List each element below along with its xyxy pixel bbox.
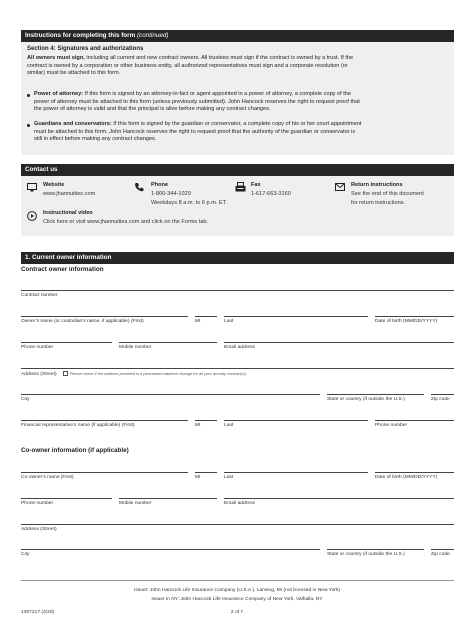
- video-link[interactable]: Click here or visit www.jhannuities.com and click on the Forms tab.: [43, 219, 209, 225]
- fax-label: Fax: [251, 182, 261, 188]
- contract-number-field[interactable]: [21, 290, 454, 291]
- fin-rep-phone-field[interactable]: [375, 420, 454, 421]
- owner-state-field[interactable]: [327, 394, 424, 395]
- fin-rep-last-label: Last: [224, 423, 234, 428]
- owner-state-label: State or country (if outside the U.S.): [327, 397, 405, 402]
- owner-address-label: Address (Street) Please check if the address provided is a permanent address change for all your annuity contract(s).: [21, 371, 248, 377]
- owner-city-label: City: [21, 397, 30, 402]
- coowner-name-label: Co-owner’s name (First): [21, 475, 74, 480]
- owner-mobile-label: Mobile number: [119, 345, 152, 350]
- owner-first-name-field[interactable]: [21, 316, 188, 317]
- phone-label: Phone: [151, 182, 169, 188]
- coowner-last-name-field[interactable]: [224, 472, 368, 473]
- owner-address-field[interactable]: [21, 368, 454, 369]
- poa-line-3: the power of attorney is valid and that the principal is alive before making any contract changes.: [34, 106, 271, 112]
- owner-phone-field[interactable]: [21, 342, 112, 343]
- owner-mi-field[interactable]: [195, 316, 217, 317]
- phone-hours: Weekdays 8 a.m. to 6 p.m. ET: [151, 199, 227, 206]
- envelope-icon: [335, 183, 345, 191]
- owner-mobile-field[interactable]: [119, 342, 217, 343]
- guardian-line-1: Guardians and conservators: If this form is signed by the guardian or conservator, a complete copy of his or her court appointment: [34, 121, 362, 127]
- coowner-address-label: Address (Street): [21, 527, 57, 532]
- owner-zip-field[interactable]: [431, 394, 454, 395]
- owner-email-field[interactable]: [224, 342, 454, 343]
- fin-rep-phone-label: Phone number: [375, 423, 408, 428]
- owner-phone-label: Phone number: [21, 345, 54, 350]
- owner-email-label: Email address: [224, 345, 255, 350]
- poa-line-1: Power of attorney: If this form is signed by an attorney-in-fact or agent appointed in a power of attorney, a complete copy of the: [34, 91, 352, 97]
- coowner-mobile-label: Mobile number: [119, 501, 152, 506]
- monitor-icon: [27, 183, 37, 192]
- play-icon[interactable]: [27, 211, 37, 221]
- page-number: 2 of 7: [230, 610, 244, 615]
- footer-divider: [21, 580, 454, 581]
- fin-rep-first-field[interactable]: [21, 420, 188, 421]
- contract-owner-subhead: Contract owner information: [21, 266, 104, 273]
- return-label: Return instructions: [351, 182, 403, 188]
- phone-number[interactable]: 1-800-344-1029: [151, 191, 191, 197]
- website-label: Website: [43, 182, 65, 188]
- coowner-state-label: State or country (if outside the U.S.): [327, 552, 405, 557]
- owner-section-header: [21, 252, 454, 264]
- return-line-1: See the end of this document: [351, 191, 424, 197]
- owner-city-field[interactable]: [21, 394, 320, 395]
- permanent-address-note: Please check if the address provided is a permanent address change for all your annuity contract(s).: [69, 371, 248, 376]
- all-owners-line-3: similar) must be attached to this form.: [27, 70, 121, 76]
- fax-icon: [235, 182, 246, 192]
- form-id: 1307217 (4/20): [21, 610, 55, 615]
- guardian-line-3: still in effect before making any contract changes.: [34, 136, 157, 142]
- owner-mi-label: MI: [195, 319, 201, 324]
- coowner-last-label: Last: [224, 475, 234, 480]
- coowner-mobile-field[interactable]: [119, 498, 217, 499]
- owner-dob-field[interactable]: [375, 316, 454, 317]
- coowner-phone-label: Phone number: [21, 501, 54, 506]
- coowner-mi-label: MI: [195, 475, 201, 480]
- coowner-mi-field[interactable]: [195, 472, 217, 473]
- owner-last-label: Last: [224, 319, 234, 324]
- coowner-state-field[interactable]: [327, 549, 424, 550]
- coowner-phone-field[interactable]: [21, 498, 112, 499]
- fin-rep-mi-label: MI: [195, 423, 201, 428]
- phone-icon: [134, 182, 144, 192]
- coowner-zip-field[interactable]: [431, 549, 454, 550]
- coowner-email-field[interactable]: [224, 498, 454, 499]
- guardian-line-2: must be attached to this form. John Hancock reserves the right to request proof that the authority of the guardian or conservator is: [34, 128, 356, 135]
- permanent-address-checkbox[interactable]: [63, 371, 68, 376]
- all-owners-line-2: contract is owned by a corporation or other business entity, all authorized representatives must sign and a corporate resolution (or: [27, 62, 348, 69]
- fin-rep-mi-field[interactable]: [195, 420, 217, 421]
- issuer-line-1: Issuer: John Hancock Life Insurance Company (U.S.A.), Lansing, MI (not licensed in New York): [133, 588, 341, 593]
- instructions-header: [21, 30, 454, 42]
- owner-dob-label: Date of birth (MM/DD/YYYY): [375, 319, 438, 324]
- contact-header: [21, 164, 454, 176]
- poa-line-2: power of attorney must be attached to this form (unless previously submitted). John Hancock reserves the right to request proof that: [34, 98, 360, 105]
- instructions-title: Instructions for completing this form: [25, 32, 136, 39]
- contact-title: Contact us: [25, 166, 58, 173]
- return-line-2: for return instructions.: [351, 199, 406, 206]
- coowner-first-name-field[interactable]: [21, 472, 188, 473]
- coowner-dob-label: Date of birth (MM/DD/YYYY): [375, 475, 438, 480]
- fin-rep-last-field[interactable]: [224, 420, 368, 421]
- coowner-email-label: Email address: [224, 501, 255, 506]
- owner-zip-label: Zip code: [431, 397, 450, 402]
- co-owner-subhead: Co-owner information (if applicable): [21, 447, 129, 454]
- coowner-city-field[interactable]: [21, 549, 320, 550]
- contract-number-label: Contract number: [21, 293, 58, 298]
- issuer-line-2: Issuer in NY: John Hancock Life Insurance Company of New York, Valhalla, NY: [151, 597, 323, 602]
- coowner-address-field[interactable]: [21, 524, 454, 525]
- coowner-city-label: City: [21, 552, 30, 557]
- coowner-zip-label: Zip code: [431, 552, 450, 557]
- continued-label: (continued): [136, 32, 169, 39]
- website-link[interactable]: www.jhannuities.com: [43, 191, 96, 197]
- coowner-dob-field[interactable]: [375, 472, 454, 473]
- bullet: [27, 124, 30, 127]
- owner-section-title: 1. Current owner information: [25, 254, 112, 261]
- fax-number: 1-617-663-3160: [251, 191, 291, 197]
- all-owners-line-1: All owners must sign, including all current and new contract owners. All trustees must sign if the contract is owned by a trust. If the: [27, 55, 354, 61]
- bullet: [27, 94, 30, 97]
- owner-last-name-field[interactable]: [224, 316, 368, 317]
- section-4-title: Section 4: Signatures and authorizations: [27, 46, 144, 52]
- fin-rep-name-label: Financial representative’s name (if applicable) (First): [21, 423, 135, 428]
- owner-name-label: Owner’s name (or custodian’s name, if applicable) (First): [21, 319, 144, 324]
- video-label: Instructional video: [43, 210, 93, 216]
